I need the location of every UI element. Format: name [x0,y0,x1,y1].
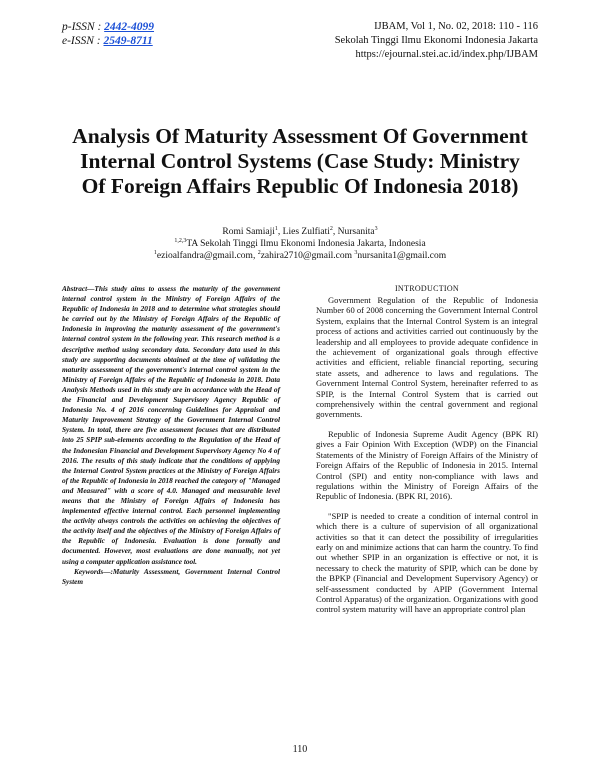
journal-publisher: Sekolah Tinggi Ilmu Ekonomi Indonesia Jakarta [334,35,538,46]
affiliation-line [60,238,540,250]
right-column [316,283,538,624]
email-3: nursanita1@gmail.com [357,251,447,261]
p-issn-label: p-ISSN : [62,21,102,33]
abstract: Abstract—This study aims to assess the maturity of the government internal control system in the Ministry of Foreign Affairs of the Republic of Indonesia in 2018 and to determine what strategies should be carried out by the Ministry of Foreign Affairs of the Republic of Indonesia in improving the maturity assessment of the government's internal control system in the following year. This research method is a descriptive method using secondary data. Secondary data used in this study are supporting documents obtained at the time of validating the maturity assessment of the government's internal control system in the Ministry of Foreign Affairs of the Republic of Indonesia in 2018. Data Analysis Methods used in this study are in accordance with the Head of the Financial and Development Supervisory Agency Republic of Indonesia No. 4 of 2016 concerning Guidelines for Appraisal and Maturity Improvement Strategy of the Government Internal Control System. In total, there are five assessment focuses that are distributed into 25 SPIP sub-elements according to the Regulation of the Head of the Indonesian Financial and Development Supervisory Agency No 4 of 2016. The results of this study indicate that the conditions of applying the Internal Control System practices at the Ministry of Foreign Affairs of the Republic of Indonesia in 2018 reached the category of "Managed and Measured" with a score of 4.0. Managed and measurable level means that the Ministry of Foreign Affairs of Indonesia has implemented effective internal control. Each personnel implementing the activity always controls the activities on achieving the objectives of the activity itself and the objectives of the Ministry of Foreign Affairs of the Republic of Indonesia. Evaluation is done formally and documented. However, most evaluations are done manually, not yet using a computer application assistance tool. [62,284,280,566]
affiliation: TA Sekolah Tinggi Ilmu Ekonomi Indonesia Jakarta, Indonesia [186,239,426,249]
e-issn-label: e-ISSN : [62,35,101,47]
author-3-sup: 3 [374,225,378,232]
e-issn-link[interactable]: 2549-8711 [103,35,153,47]
affiliation-sup: 1,2,3 [174,237,187,244]
journal-volume: IJBAM, Vol 1, No. 02, 2018: 110 - 116 [374,21,538,32]
intro-paragraph-1: Government Regulation of the Republic of Indonesia Number 60 of 2008 concerning the Government Internal Control System, explains that the Internal Control System is an integral process of actions and activities carried out continuously by the leadership and all employees to provide adequate confidence in the achievement of organizational goals through effective activities and efficient, reliable financial reporting, securing state assets, and adherence to laws and regulations. The Government Internal Control System, hereinafter referred to as SPIP, is the Internal Control System that is carried out comprehensively within the central government and regional governments. [316,295,538,420]
journal-url[interactable]: https://ejournal.stei.ac.id/index.php/IJBAM [355,49,538,60]
email-2-sup: 2 [257,249,261,256]
page-number: 110 [292,744,308,755]
introduction-heading: INTRODUCTION [394,284,460,293]
paper-title: Analysis Of Maturity Assessment Of Government Internal Control Systems (Case Study: Ministry Of Foreign Affairs Republic Of Indonesia 2018) [72,124,528,198]
e-issn-line [62,34,154,48]
keywords: Keywords—:Maturity Assessment, Government Internal Control System [62,566,280,586]
email-line [60,250,540,262]
issn-block [62,20,154,48]
email-1: ezioalfandra@gmail.com, [156,251,256,261]
email-3-sup: 3 [354,249,358,256]
author-1: Romi Samiaji [222,227,275,237]
author-3: Nursanita [337,227,375,237]
author-names: Romi Samiaji$^1$, Lies Zulfiati$^2$, Nursanita$^3$ [222,225,378,237]
intro-paragraph-2: Republic of Indonesia Supreme Audit Agency (BPK RI) gives a Fair Opinion With Exception (WDP) on the Financial Statements of the Ministry of Foreign Affairs of the Ministry of Foreign Affairs of the Republic of Indonesia in 2015. Internal Control (SPI) and entity non-compliance with laws and regulations within the Ministry of Foreign Affairs of the Republic of Indonesia. (BPK RI, 2016). [316,428,538,502]
p-issn-line [62,20,154,34]
p-issn-link[interactable]: 2442-4099 [104,21,155,33]
author-1-sup: 1 [274,225,278,232]
author-2: Lies Zulfiati [282,227,330,237]
journal-info [335,20,538,62]
author-block [60,226,540,262]
intro-paragraph-3: "SPIP is needed to create a condition of internal control in which there is a culture of supervision of all organizational activities so that it can detect the possibility of irregularities early on and minimize actions that can harm the country. To find out whether SPIP in an organization is effective or not, it is necessary to check the maturity of SPIP, which can be done by the BPKP (Financial and Development Supervisory Agency) or self-assessment conducted by APIP (Government Internal Control Apparatus) of the organization. Organizations with good control system maturity will have an appropriate control plan [316,510,538,615]
author-2-sup: 2 [329,225,333,232]
left-column [62,284,280,587]
email-2: zahira2710@gmail.com [260,251,353,261]
email-1-sup: 1 [153,249,157,256]
